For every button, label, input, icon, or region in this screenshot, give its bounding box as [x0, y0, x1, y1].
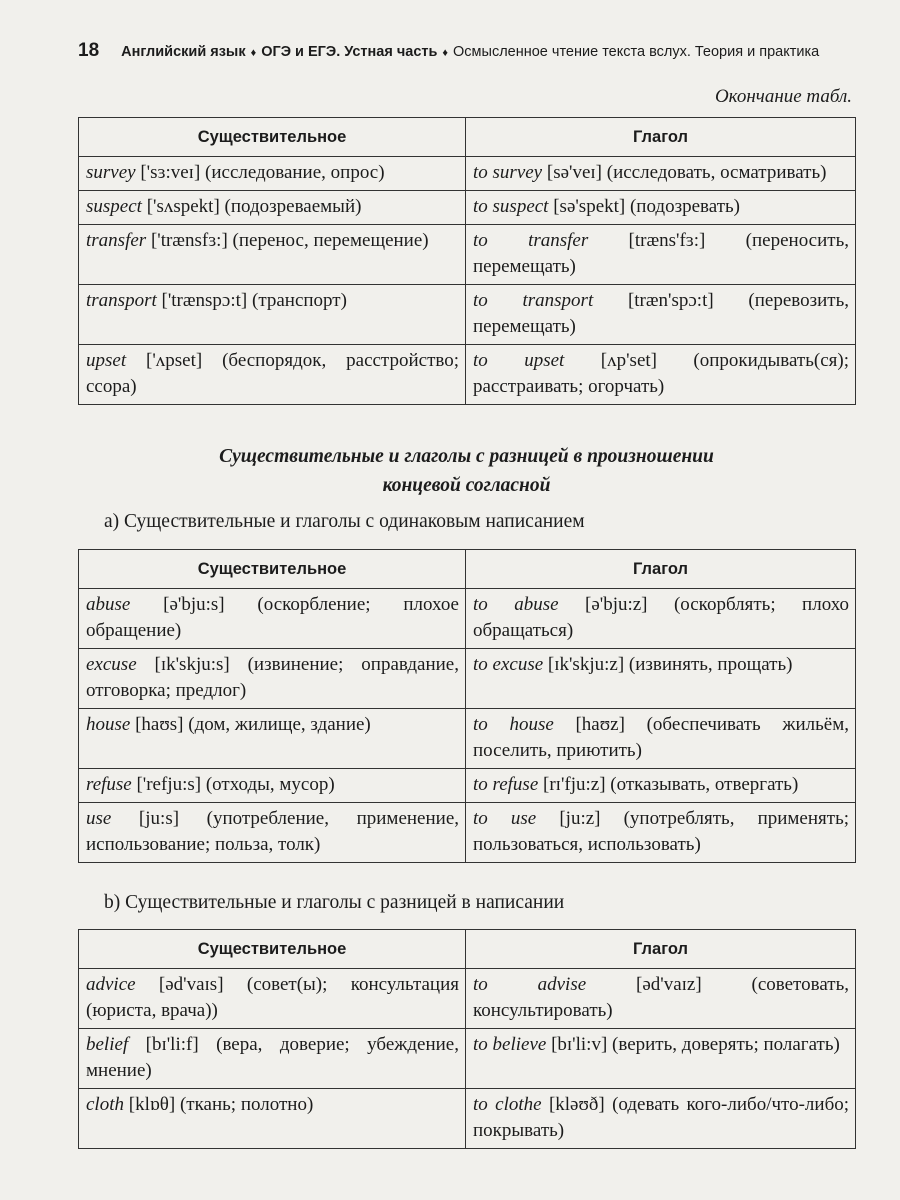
- vocab-table-2: [78, 549, 856, 863]
- table-header-row: [79, 118, 856, 157]
- noun-word: transfer: [86, 230, 147, 251]
- noun-word: advice: [86, 974, 136, 995]
- table-row: [79, 709, 856, 769]
- verb-cell: [466, 1089, 856, 1149]
- noun-word: house: [86, 714, 131, 735]
- noun-transcription-translation: [əd'vaɪs] (совет(ы); консультация (юриста, врача)): [86, 974, 459, 1021]
- separator-diamond: ♦: [250, 47, 257, 59]
- noun-word: excuse: [86, 654, 137, 675]
- table-row: [79, 649, 856, 709]
- verb-word: to refuse: [473, 774, 539, 795]
- verb-cell: [466, 969, 856, 1029]
- section-title: [78, 442, 855, 500]
- noun-word: upset: [86, 350, 127, 371]
- table-row: [79, 1089, 856, 1149]
- noun-cell: [79, 709, 466, 769]
- verb-cell: [466, 157, 856, 191]
- noun-word: refuse: [86, 774, 132, 795]
- verb-word: to transfer: [473, 230, 589, 251]
- noun-cell: [79, 769, 466, 803]
- verb-transcription-translation: [træn'spɔ:t] (перевозить, перемещать): [473, 290, 849, 337]
- verb-word: to transport: [473, 290, 594, 311]
- section-title-line: Существительные и глаголы с разницей в произношении: [219, 446, 714, 467]
- verb-word: to suspect: [473, 196, 549, 217]
- verb-cell: [466, 285, 856, 345]
- verb-transcription-translation: [əd'vaɪz] (советовать, консультировать): [473, 974, 849, 1021]
- verb-word: to house: [473, 714, 554, 735]
- verb-word: to survey: [473, 162, 543, 183]
- noun-transcription-translation: ['refju:s] (отходы, мусор): [131, 774, 335, 795]
- verb-transcription-translation: [rɪ'fju:z] (отказывать, отвергать): [538, 774, 799, 795]
- noun-transcription-translation: ['sʌspekt] (подозреваемый): [141, 196, 362, 217]
- vocab-table-3: [78, 929, 856, 1149]
- noun-cell: [79, 1029, 466, 1089]
- verb-transcription-translation: [ju:z] (употреблять, применять; пользоваться, использовать): [473, 808, 850, 855]
- subsection-a-title: a) Существительные и глаголы с одинаковым написанием: [104, 511, 585, 532]
- verb-cell: [466, 649, 856, 709]
- verb-cell: [466, 803, 856, 863]
- separator-diamond: ♦: [442, 47, 449, 59]
- verb-transcription-translation: [haʊz] (обеспечивать жильём, поселить, приютить): [473, 714, 849, 761]
- header-verb: Глагол: [466, 118, 856, 157]
- verb-transcription-translation: [bɪ'li:v] (верить, доверять; полагать): [546, 1034, 840, 1055]
- table-row: [79, 225, 856, 285]
- book-title: Английский язык: [121, 44, 246, 60]
- verb-transcription-translation: [kləʊð] (одевать кого-либо/что-либо; покрывать): [473, 1094, 850, 1141]
- noun-transcription-translation: [ə'bju:s] (оскорбление; плохое обращение): [86, 594, 459, 641]
- verb-transcription-translation: [sə'spekt] (подозревать): [548, 196, 740, 217]
- noun-transcription-translation: ['trænspɔ:t] (транспорт): [156, 290, 347, 311]
- table-row: [79, 589, 856, 649]
- noun-transcription-translation: ['ʌpset] (беспорядок, расстройство; ссора): [86, 350, 459, 397]
- section-title-line: концевой согласной: [382, 475, 551, 496]
- noun-cell: [79, 969, 466, 1029]
- table-header-row: [79, 930, 856, 969]
- table-row: [79, 345, 856, 405]
- noun-transcription-translation: [klɒθ] (ткань; полотно): [124, 1094, 314, 1115]
- verb-transcription-translation: [sə'veɪ] (исследовать, осматривать): [542, 162, 827, 183]
- noun-cell: [79, 225, 466, 285]
- noun-word: suspect: [86, 196, 142, 217]
- noun-cell: [79, 157, 466, 191]
- noun-word: use: [86, 808, 112, 829]
- verb-cell: [466, 345, 856, 405]
- verb-transcription-translation: [ʌp'set] (опрокидывать(ся); расстраивать; огорчать): [473, 350, 849, 397]
- table-continuation-note: Окончание табл.: [714, 86, 852, 107]
- table-row: [79, 769, 856, 803]
- noun-word: belief: [86, 1034, 129, 1055]
- noun-word: abuse: [86, 594, 131, 615]
- exam-title: ОГЭ и ЕГЭ. Устная часть: [261, 44, 438, 60]
- noun-transcription-translation: [ju:s] (употребление, применение, использование; польза, толк): [86, 808, 459, 855]
- noun-transcription-translation: [bɪ'li:f] (вера, доверие; убеждение, мнение): [86, 1034, 459, 1081]
- noun-transcription-translation: ['trænsfɜ:] (перенос, перемещение): [146, 230, 429, 251]
- table-row: [79, 1029, 856, 1089]
- header-verb: Глагол: [466, 550, 856, 589]
- header-noun: Существительное: [79, 550, 466, 589]
- page-number: 18: [78, 40, 100, 61]
- book-subtitle: Осмысленное чтение текста вслух. Теория и практика: [453, 44, 820, 60]
- noun-cell: [79, 345, 466, 405]
- verb-word: to believe: [473, 1034, 547, 1055]
- header-noun: Существительное: [79, 118, 466, 157]
- table-row: [79, 285, 856, 345]
- subsection-b-title: b) Существительные и глаголы с разницей в написании: [104, 892, 565, 913]
- table-row: [79, 191, 856, 225]
- table-header-row: [79, 550, 856, 589]
- verb-word: to use: [473, 808, 537, 829]
- verb-transcription-translation: [træns'fɜ:] (переносить, перемещать): [473, 230, 849, 277]
- verb-transcription-translation: [ə'bju:z] (оскорблять; плохо обращаться): [473, 594, 850, 641]
- noun-word: transport: [86, 290, 157, 311]
- noun-word: cloth: [86, 1094, 124, 1115]
- noun-transcription-translation: [ɪk'skju:s] (извинение; оправдание, отговорка; предлог): [86, 654, 459, 701]
- verb-cell: [466, 1029, 856, 1089]
- vocab-table-1: [78, 117, 856, 405]
- verb-transcription-translation: [ɪk'skju:z] (извинять, прощать): [543, 654, 793, 675]
- verb-word: to clothe: [473, 1094, 542, 1115]
- noun-transcription-translation: [haʊs] (дом, жилище, здание): [130, 714, 371, 735]
- noun-cell: [79, 589, 466, 649]
- table-row: [79, 969, 856, 1029]
- table-row: [79, 803, 856, 863]
- verb-cell: [466, 191, 856, 225]
- page-header: [78, 40, 868, 62]
- noun-cell: [79, 649, 466, 709]
- noun-transcription-translation: ['sɜ:veɪ] (исследование, опрос): [135, 162, 385, 183]
- noun-cell: [79, 285, 466, 345]
- verb-cell: [466, 709, 856, 769]
- verb-cell: [466, 225, 856, 285]
- header-verb: Глагол: [466, 930, 856, 969]
- header-noun: Существительное: [79, 930, 466, 969]
- table-row: [79, 157, 856, 191]
- verb-cell: [466, 589, 856, 649]
- verb-cell: [466, 769, 856, 803]
- verb-word: to upset: [473, 350, 565, 371]
- verb-word: to excuse: [473, 654, 544, 675]
- noun-cell: [79, 803, 466, 863]
- verb-word: to advise: [473, 974, 587, 995]
- verb-word: to abuse: [473, 594, 559, 615]
- noun-cell: [79, 191, 466, 225]
- noun-word: survey: [86, 162, 136, 183]
- noun-cell: [79, 1089, 466, 1149]
